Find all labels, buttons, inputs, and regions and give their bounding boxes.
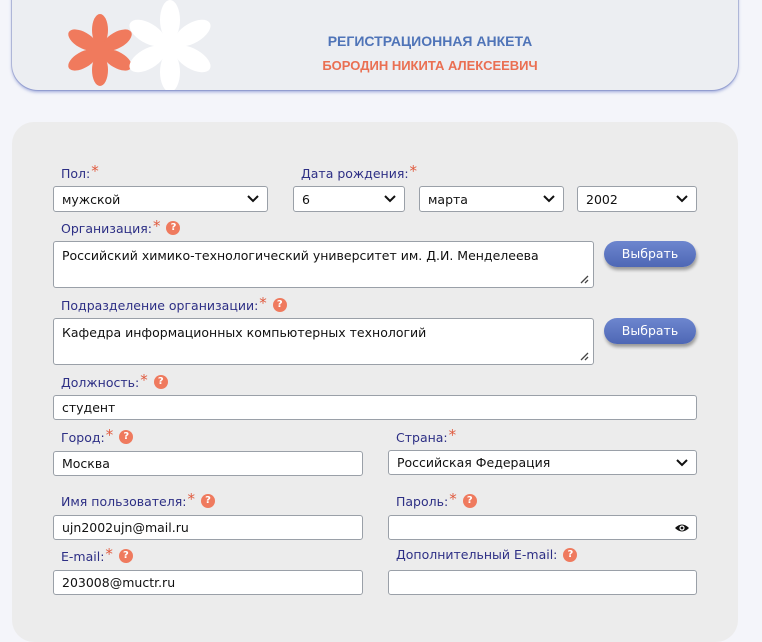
city-label-text: Город: [61,429,105,445]
organization-label [61,219,180,237]
position-input[interactable] [53,395,697,420]
email2-input[interactable] [388,570,697,595]
chevron-down-icon [676,195,688,203]
help-icon[interactable]: ? [463,494,477,508]
organization-textarea[interactable] [53,241,594,288]
required-mark: * [449,490,457,508]
department-select-button[interactable]: Выбрать [604,318,696,344]
help-icon[interactable]: ? [273,298,287,312]
required-mark: * [91,162,99,180]
city-value: Москва [62,456,110,471]
required-mark: * [140,371,148,389]
birth-day-value: 6 [302,191,310,207]
country-label [396,428,456,446]
required-mark: * [409,162,418,180]
email-input[interactable] [53,570,363,595]
email-label [61,547,133,565]
username-label-text: Имя пользователя: [61,493,187,509]
birth-month-select[interactable] [419,186,564,212]
email2-label-text: Дополнительный E-mail: [396,547,558,562]
chevron-down-icon [543,195,555,203]
help-icon[interactable]: ? [166,221,180,235]
position-label [61,373,168,391]
help-icon[interactable]: ? [563,548,577,562]
gender-label-text: Пол: [61,165,91,181]
page-title: РЕГИСТРАЦИОННАЯ АНКЕТА [327,33,533,49]
department-label-text: Подразделение организации: [61,297,259,313]
chevron-down-icon [676,459,688,467]
organization-select-button[interactable]: Выбрать [604,241,696,267]
department-label [61,296,287,314]
resize-handle-icon[interactable] [579,351,589,361]
birth-day-select[interactable] [293,186,405,212]
password-label-text: Пароль: [396,493,449,509]
position-value: студент [62,400,116,415]
gender-label [61,164,99,182]
country-value: Российская Федерация [397,455,551,470]
country-select[interactable] [388,450,697,475]
help-icon[interactable]: ? [154,375,168,389]
required-mark: * [187,490,195,508]
help-icon[interactable]: ? [119,430,133,444]
country-label-text: Страна: [396,429,448,445]
username-input[interactable] [53,515,363,540]
gender-value: мужской [62,191,121,207]
city-input[interactable] [53,451,363,476]
department-value: Кафедра информационных компьютерных технологий [62,325,427,340]
organization-label-text: Организация: [61,220,152,236]
user-full-name: БОРОДИН НИКИТА АЛЕКСЕЕВИЧ [322,58,538,73]
birth-year-value: 2002 [586,191,618,207]
password-label [396,492,477,510]
organization-value: Российский химико-технологический университет им. Д.И. Менделеева [62,248,539,263]
required-mark: * [105,545,113,563]
required-mark: * [105,426,114,444]
required-mark: * [448,426,457,444]
city-label [61,428,133,446]
position-label-text: Должность: [61,374,140,390]
email2-label [396,547,577,562]
required-mark: * [152,217,161,235]
required-mark: * [259,294,267,312]
username-value: ujn2002ujn@mail.ru [62,520,189,535]
department-textarea[interactable] [53,318,594,365]
birth-month-value: марта [428,191,468,207]
eye-icon[interactable] [674,523,690,533]
help-icon[interactable]: ? [201,494,215,508]
header-card [12,0,738,90]
username-label [61,492,215,510]
birthdate-label [301,164,417,182]
chevron-down-icon [247,195,259,203]
help-icon[interactable]: ? [119,549,133,563]
email-label-text: E-mail: [61,548,105,564]
resize-handle-icon[interactable] [579,274,589,284]
password-input[interactable] [388,515,697,540]
gender-select[interactable] [53,186,268,212]
email-value: 203008@muctr.ru [62,575,176,590]
birth-year-select[interactable] [577,186,697,212]
chevron-down-icon [384,195,396,203]
birthdate-label-text: Дата рождения: [301,165,409,181]
